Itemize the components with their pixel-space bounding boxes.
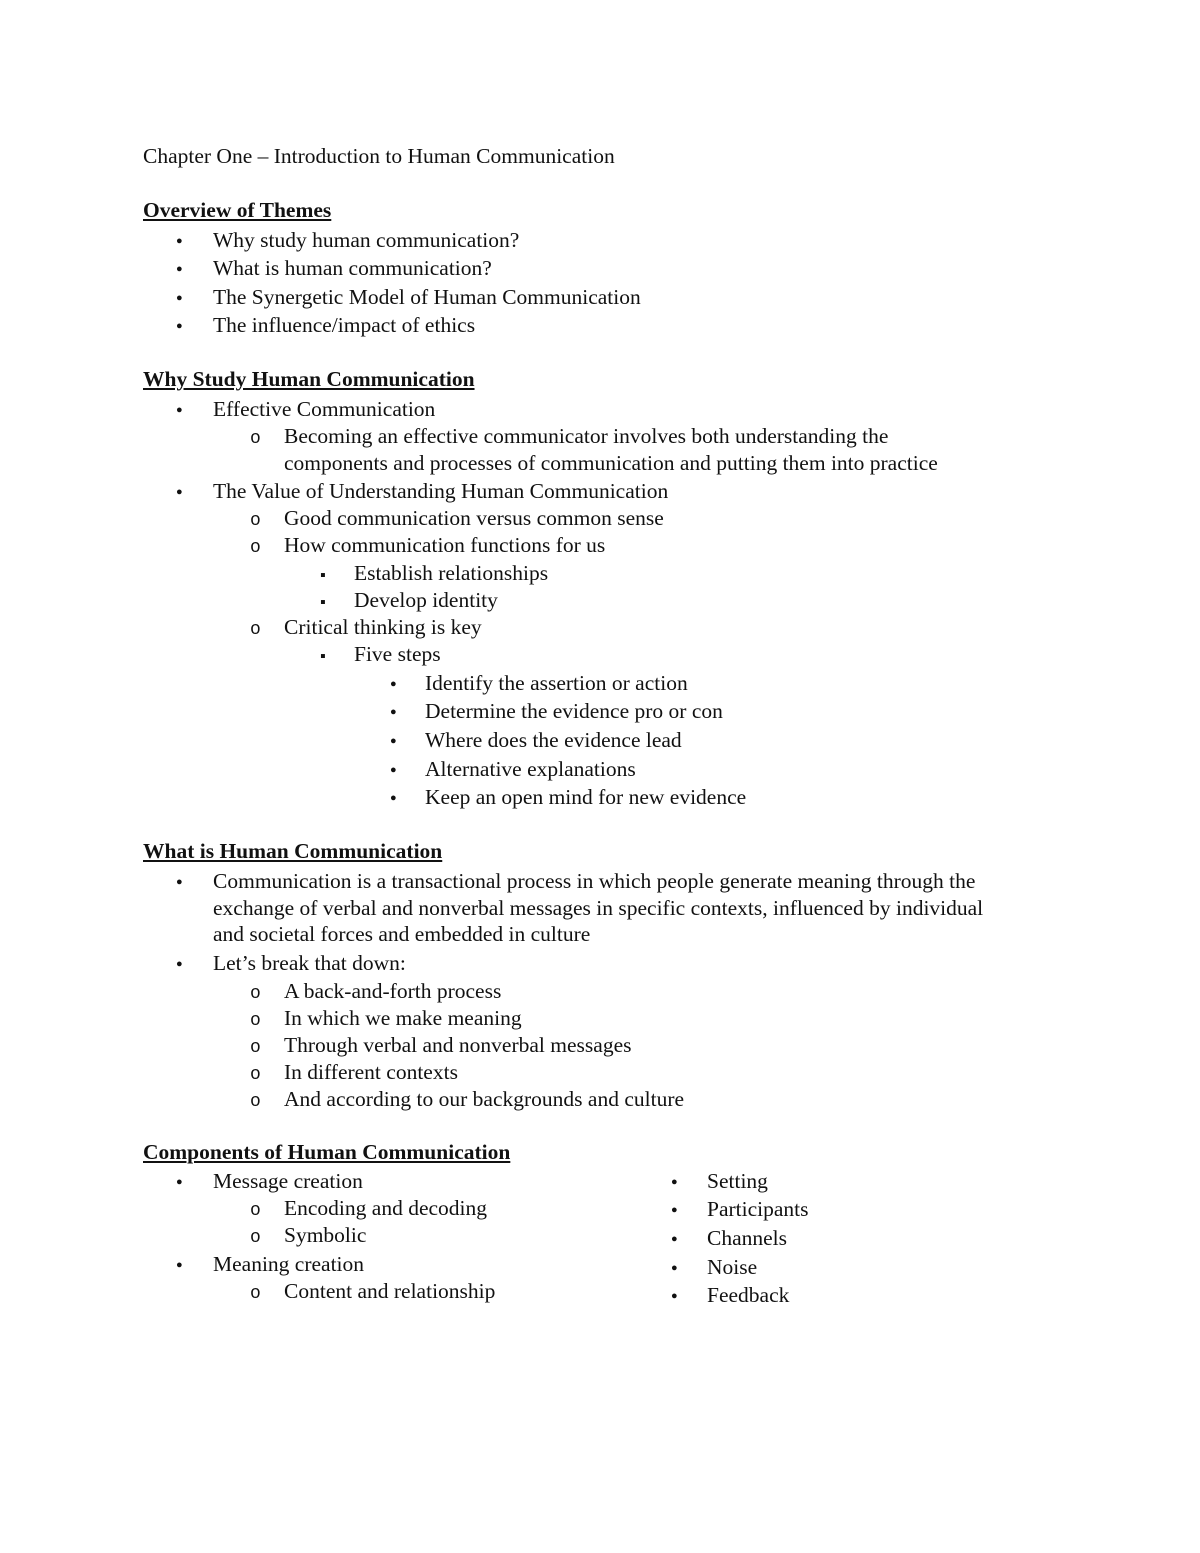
bullet-icon — [176, 478, 204, 509]
bullet-icon — [390, 756, 418, 787]
sub-bullet-icon — [250, 505, 278, 535]
list-item: Feedback — [707, 1283, 790, 1307]
sub-bullet-icon — [250, 1059, 278, 1089]
bullet-icon — [671, 1254, 699, 1285]
list-item: Through verbal and nonverbal messages — [284, 1033, 632, 1057]
bullet-icon — [390, 698, 418, 729]
bullet-icon — [176, 1168, 204, 1199]
bullet-icon — [176, 950, 204, 981]
list-item: Why study human communication? — [213, 228, 520, 252]
sub-bullet-icon — [250, 1195, 278, 1225]
list-item: Meaning creation — [213, 1252, 365, 1276]
bullet-icon — [390, 727, 418, 758]
sub-bullet-icon — [250, 532, 278, 562]
list-item: Setting — [707, 1169, 768, 1193]
bullet-icon — [671, 1196, 699, 1227]
list-item: Becoming an effective communicator involves both understanding the — [284, 424, 889, 448]
list-item: Let’s break that down: — [213, 951, 406, 975]
sub-bullet-icon — [250, 1222, 278, 1252]
square-bullet-icon — [320, 560, 348, 589]
document-title: Chapter One – Introduction to Human Communication — [143, 144, 615, 168]
sub-bullet-icon — [250, 1032, 278, 1062]
square-bullet-icon — [320, 587, 348, 616]
list-item: How communication functions for us — [284, 533, 606, 557]
sub-bullet-icon — [250, 1086, 278, 1116]
sub-bullet-icon — [250, 978, 278, 1008]
list-item: The influence/impact of ethics — [213, 313, 476, 337]
section-heading-what: What is Human Communication — [143, 839, 443, 863]
bullet-icon — [176, 255, 204, 286]
list-item: Communication is a transactional process in which people generate meaning through the — [213, 869, 976, 893]
list-item: In different contexts — [284, 1060, 458, 1084]
list-item: A back-and-forth process — [284, 979, 502, 1003]
list-item: Message creation — [213, 1169, 363, 1193]
list-item: Five steps — [354, 642, 441, 666]
list-item: Identify the assertion or action — [425, 671, 688, 695]
section-heading-components: Components of Human Communication — [143, 1140, 511, 1164]
list-item: What is human communication? — [213, 256, 492, 280]
list-item: Good communication versus common sense — [284, 506, 664, 530]
bullet-icon — [671, 1282, 699, 1313]
list-item: Determine the evidence pro or con — [425, 699, 723, 723]
list-item: And according to our backgrounds and culture — [284, 1087, 685, 1111]
list-item: Where does the evidence lead — [425, 728, 682, 752]
list-item: In which we make meaning — [284, 1006, 522, 1030]
list-item: Keep an open mind for new evidence — [425, 785, 747, 809]
list-item: Channels — [707, 1226, 788, 1250]
list-item: Effective Communication — [213, 397, 436, 421]
list-item: Content and relationship — [284, 1279, 496, 1303]
sub-bullet-icon — [250, 1005, 278, 1035]
square-bullet-icon — [320, 641, 348, 670]
list-item-continuation: and societal forces and embedded in culture — [213, 922, 591, 946]
bullet-icon — [176, 396, 204, 427]
sub-bullet-icon — [250, 1278, 278, 1308]
bullet-icon — [671, 1168, 699, 1199]
bullet-icon — [390, 670, 418, 701]
bullet-icon — [390, 784, 418, 815]
section-heading-why: Why Study Human Communication — [143, 367, 475, 391]
list-item: Encoding and decoding — [284, 1196, 488, 1220]
bullet-icon — [176, 284, 204, 315]
list-item: The Value of Understanding Human Communication — [213, 479, 669, 503]
list-item: Noise — [707, 1255, 758, 1279]
list-item: Symbolic — [284, 1223, 367, 1247]
sub-bullet-icon — [250, 423, 278, 453]
list-item: Alternative explanations — [425, 757, 636, 781]
sub-bullet-icon — [250, 614, 278, 644]
list-item: Critical thinking is key — [284, 615, 482, 639]
bullet-icon — [176, 312, 204, 343]
bullet-icon — [671, 1225, 699, 1256]
bullet-icon — [176, 868, 204, 899]
section-heading-overview: Overview of Themes — [143, 198, 332, 222]
list-item: The Synergetic Model of Human Communication — [213, 285, 641, 309]
list-item-continuation: exchange of verbal and nonverbal messages in specific contexts, influenced by individual — [213, 896, 984, 920]
bullet-icon — [176, 1251, 204, 1282]
list-item: Participants — [707, 1197, 809, 1221]
bullet-icon — [176, 227, 204, 258]
list-item: Establish relationships — [354, 561, 549, 585]
list-item-continuation: components and processes of communication and putting them into practice — [284, 451, 938, 475]
list-item: Develop identity — [354, 588, 498, 612]
